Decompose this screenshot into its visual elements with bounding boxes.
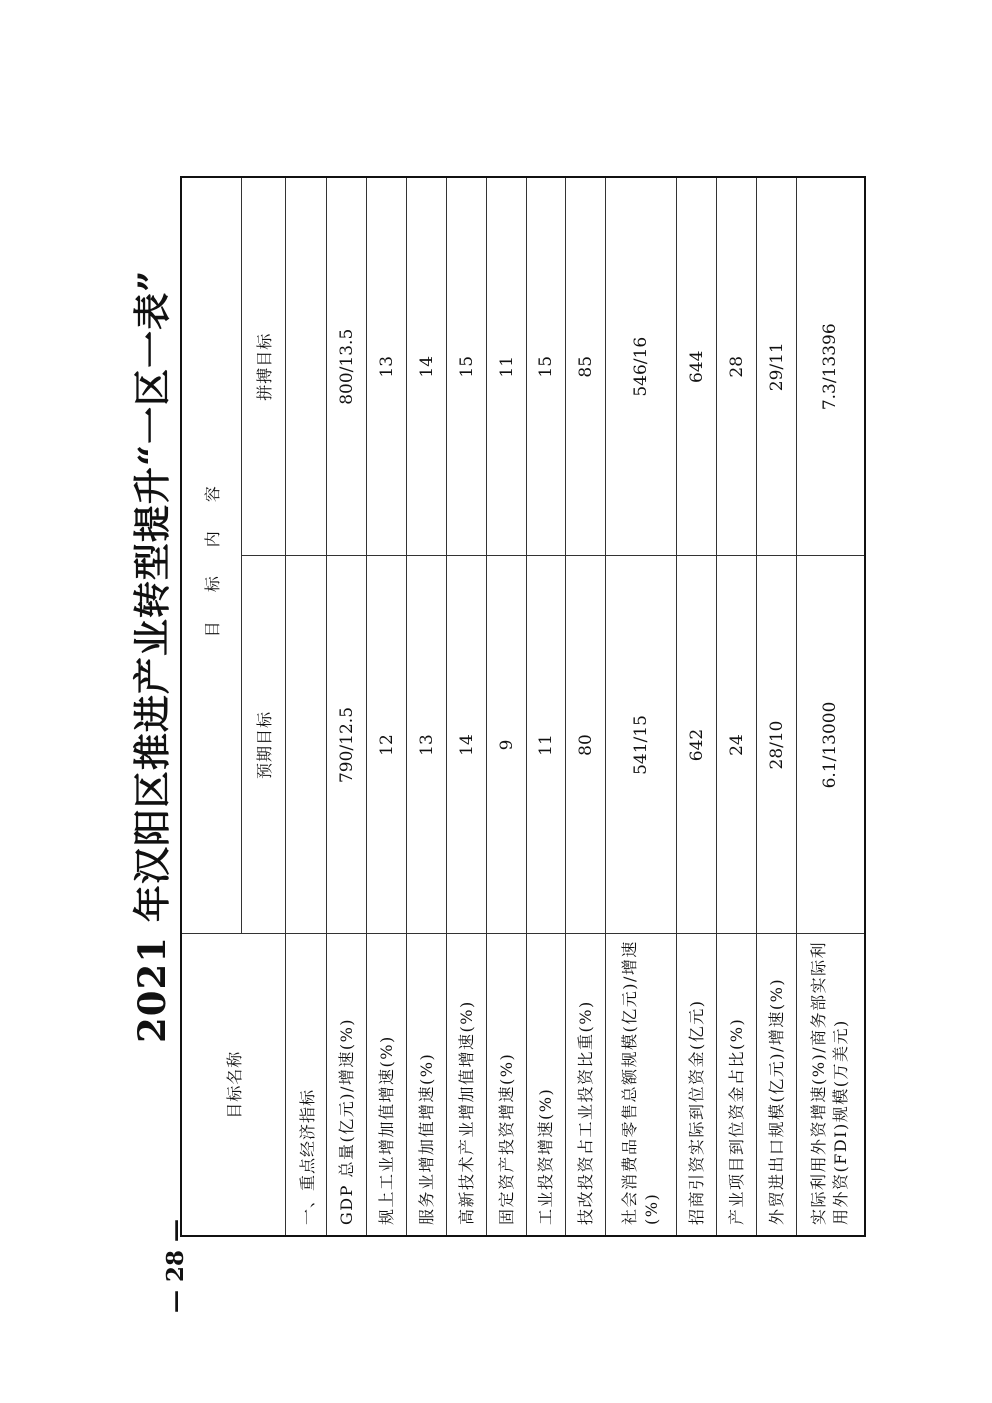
section-empty-cell [286,556,327,934]
row-expected: 9 [487,556,527,934]
row-expected: 80 [566,556,606,934]
row-stretch: 11 [487,177,527,556]
table-row [407,177,447,1236]
table-row [717,177,757,1236]
row-stretch: 15 [527,177,566,556]
table-row [566,177,606,1236]
row-stretch: 7.3/13396 [797,177,865,556]
row-expected: 642 [677,556,717,934]
row-expected: 24 [717,556,757,934]
row-expected: 14 [447,556,487,934]
table-row [527,177,566,1236]
row-stretch: 29/11 [757,177,797,556]
row-name: GDP 总量(亿元)/增速(%) [327,934,367,1236]
table-row [797,177,865,1236]
row-stretch: 644 [677,177,717,556]
row-name: 外贸进出口规模(亿元)/增速(%) [757,934,797,1236]
row-expected: 13 [407,556,447,934]
table-row [757,177,797,1236]
table-row [447,177,487,1236]
page-number: — 28 — [162,1218,189,1313]
table-row [606,177,677,1236]
page-title: 2021 年汉阳区推进产业转型提升“一区一表” [130,269,174,1043]
header-goal-content: 目 标 内 容 [181,177,242,934]
row-name: 招商引资实际到位资金(亿元) [677,934,717,1236]
row-name: 服务业增加值增速(%) [407,934,447,1236]
row-name: 社会消费品零售总额规模(亿元)/增速(%) [606,934,677,1236]
table-row [677,177,717,1236]
row-name: 规上工业增加值增速(%) [367,934,407,1236]
row-stretch: 15 [447,177,487,556]
row-stretch: 14 [407,177,447,556]
section-empty-cell [286,177,327,556]
table-row [487,177,527,1236]
header-name: 目标名称 [181,934,286,1236]
row-expected: 541/15 [606,556,677,934]
row-stretch: 85 [566,177,606,556]
table-row [327,177,367,1236]
row-name: 工业投资增速(%) [527,934,566,1236]
row-expected: 11 [527,556,566,934]
header-stretch: 拼搏目标 [242,177,286,556]
row-name: 固定资产投资增速(%) [487,934,527,1236]
row-name: 实际利用外资增速(%)/商务部实际利用外资(FDI)规模(万美元) [797,934,865,1236]
row-name: 高新技术产业增加值增速(%) [447,934,487,1236]
row-stretch: 28 [717,177,757,556]
header-row-top [181,177,242,1236]
row-stretch: 13 [367,177,407,556]
row-name: 技改投资占工业投资比重(%) [566,934,606,1236]
table-row [367,177,407,1236]
row-stretch: 546/16 [606,177,677,556]
section-row [286,177,327,1236]
row-name: 产业项目到位资金占比(%) [717,934,757,1236]
header-expected: 预期目标 [242,556,286,934]
row-expected: 790/12.5 [327,556,367,934]
goals-table [180,176,866,1237]
row-expected: 12 [367,556,407,934]
section-title: 一、重点经济指标 [286,934,327,1236]
row-stretch: 800/13.5 [327,177,367,556]
row-expected: 6.1/13000 [797,556,865,934]
row-expected: 28/10 [757,556,797,934]
